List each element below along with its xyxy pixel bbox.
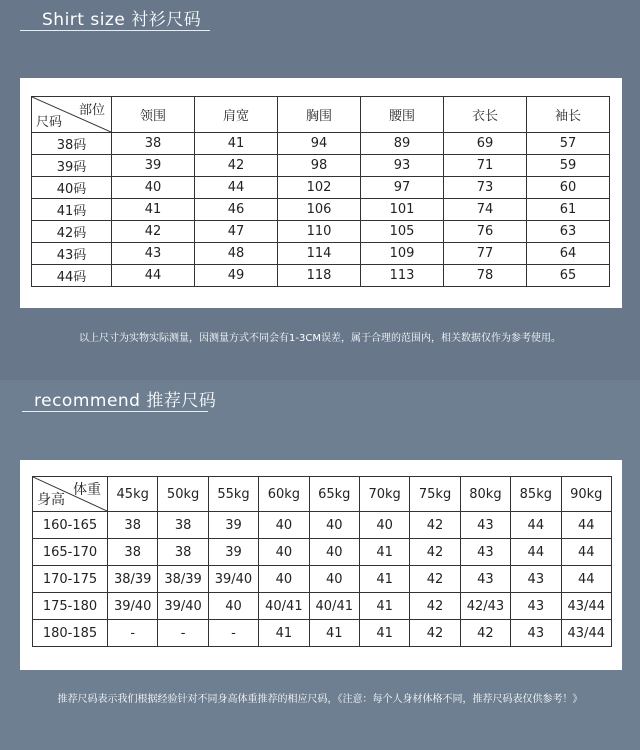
row-label: 43码 [32,243,112,265]
table-cell: 40/41 [309,593,359,620]
table-cell: 41 [259,620,309,647]
corner-label-part: 部位 [78,103,105,118]
table-cell: 44 [112,265,195,287]
row-label: 39码 [32,155,112,177]
table-cell: 41 [195,133,278,155]
table-cell: 69 [444,133,527,155]
table-cell: 41 [359,620,409,647]
table-cell: 41 [112,199,195,221]
table-cell: 47 [195,221,278,243]
table-cell: 43 [511,593,561,620]
table-row [32,177,610,199]
table-cell: 43 [511,566,561,593]
table-cell: 110 [278,221,361,243]
column-header: 肩宽 [195,97,278,133]
row-label: 40码 [32,177,112,199]
table-cell: 43 [460,566,510,593]
column-header: 50kg [158,477,208,512]
table-cell: 43 [460,539,510,566]
column-header: 衣长 [444,97,527,133]
table-cell: 38/39 [108,566,158,593]
table-cell: 40 [112,177,195,199]
table-cell: 113 [361,265,444,287]
table-cell: 94 [278,133,361,155]
column-header: 腰围 [361,97,444,133]
table-row [33,539,612,566]
column-header: 90kg [561,477,611,512]
table-cell: 42 [195,155,278,177]
table-cell: 41 [359,539,409,566]
table-cell: 40 [359,512,409,539]
table-cell: 78 [444,265,527,287]
recommend-note: 推荐尺码表示我们根据经验针对不同身高体重推荐的相应尺码，《注意：每个人身材体格不同，推荐尺码表仅供参考！》 [57,694,583,705]
table-cell: 38 [158,512,208,539]
table-cell: 97 [361,177,444,199]
column-header: 袖长 [527,97,610,133]
table-cell: 65 [527,265,610,287]
table-cell: 42 [112,221,195,243]
table-cell: 41 [359,566,409,593]
size-corner-cell [32,97,112,133]
table-row [32,221,610,243]
corner-label-height: 身高 [37,492,65,508]
column-header: 80kg [460,477,510,512]
table-cell: 57 [527,133,610,155]
table-cell: 43 [460,512,510,539]
table-cell: - [108,620,158,647]
row-label: 180-185 [33,620,108,647]
table-cell: 77 [444,243,527,265]
size-chart-note: 以上尺寸为实物实际测量，因测量方式不同会有1-3CM误差，属于合理的范围内，相关数据仅作为参考使用。 [79,333,561,344]
table-cell: 42/43 [460,593,510,620]
table-cell: 64 [527,243,610,265]
table-cell: 63 [527,221,610,243]
table-cell: 44 [561,512,611,539]
table-cell: 40 [309,566,359,593]
title-underline [20,30,210,31]
column-header: 领围 [112,97,195,133]
table-cell: 42 [410,512,460,539]
row-label: 44码 [32,265,112,287]
table-cell: 40 [259,512,309,539]
table-cell: 109 [361,243,444,265]
table-cell: 41 [359,593,409,620]
column-header: 55kg [208,477,258,512]
column-header: 85kg [511,477,561,512]
column-header: 胸围 [278,97,361,133]
table-cell: 42 [460,620,510,647]
table-cell: 89 [361,133,444,155]
table-cell: 44 [561,539,611,566]
corner-label-weight: 体重 [73,482,101,498]
table-cell: 40 [309,539,359,566]
table-cell: 39/40 [208,566,258,593]
table-cell: 40 [208,593,258,620]
table-cell: 49 [195,265,278,287]
table-cell: 43 [511,620,561,647]
table-cell: 38 [108,539,158,566]
table-cell: 98 [278,155,361,177]
table-cell: 38/39 [158,566,208,593]
row-label: 170-175 [33,566,108,593]
table-cell: 60 [527,177,610,199]
table-cell: 42 [410,620,460,647]
table-cell: 46 [195,199,278,221]
table-cell: 38 [158,539,208,566]
row-label: 38码 [32,133,112,155]
table-cell: 44 [511,539,561,566]
table-cell: 102 [278,177,361,199]
row-label: 165-170 [33,539,108,566]
table-row [33,593,612,620]
table-cell: 93 [361,155,444,177]
table-cell: 48 [195,243,278,265]
table-cell: 39 [208,539,258,566]
recommend-title: recommend 推荐尺码 [34,391,217,411]
table-cell: 71 [444,155,527,177]
table-cell: 40 [309,512,359,539]
row-label: 41码 [32,199,112,221]
table-cell: 44 [511,512,561,539]
table-row [32,243,610,265]
title-underline [22,411,208,412]
table-cell: 40 [259,539,309,566]
table-cell: 44 [561,566,611,593]
table-cell: 73 [444,177,527,199]
column-header: 45kg [108,477,158,512]
table-row [32,133,610,155]
table-row [32,199,610,221]
table-cell: 38 [108,512,158,539]
table-cell: 74 [444,199,527,221]
column-header: 65kg [309,477,359,512]
table-row [32,265,610,287]
table-cell: 76 [444,221,527,243]
table-cell: 101 [361,199,444,221]
table-cell: 40 [259,566,309,593]
size-chart-table [31,96,610,287]
table-cell: 39 [208,512,258,539]
table-cell: 42 [410,539,460,566]
table-cell: 43/44 [561,620,611,647]
column-header: 75kg [410,477,460,512]
recommend-table [32,476,612,647]
table-cell: 40/41 [259,593,309,620]
shirt-size-title: Shirt size 衬衫尺码 [42,10,202,30]
table-cell: - [158,620,208,647]
column-header: 70kg [359,477,409,512]
table-row [33,620,612,647]
table-cell: 39/40 [108,593,158,620]
row-label: 160-165 [33,512,108,539]
table-cell: 59 [527,155,610,177]
table-row [33,512,612,539]
table-cell: 41 [309,620,359,647]
table-cell: 105 [361,221,444,243]
table-cell: 39/40 [158,593,208,620]
table-cell: 114 [278,243,361,265]
column-header: 60kg [259,477,309,512]
table-cell: 42 [410,566,460,593]
table-cell: 42 [410,593,460,620]
table-cell: 44 [195,177,278,199]
table-row [32,155,610,177]
table-row [33,566,612,593]
table-cell: 118 [278,265,361,287]
corner-label-size: 尺码 [36,115,63,130]
row-label: 42码 [32,221,112,243]
table-cell: - [208,620,258,647]
row-label: 175-180 [33,593,108,620]
table-cell: 39 [112,155,195,177]
table-cell: 43/44 [561,593,611,620]
table-cell: 38 [112,133,195,155]
table-cell: 61 [527,199,610,221]
table-cell: 106 [278,199,361,221]
recommend-corner-cell [33,477,108,512]
table-cell: 43 [112,243,195,265]
